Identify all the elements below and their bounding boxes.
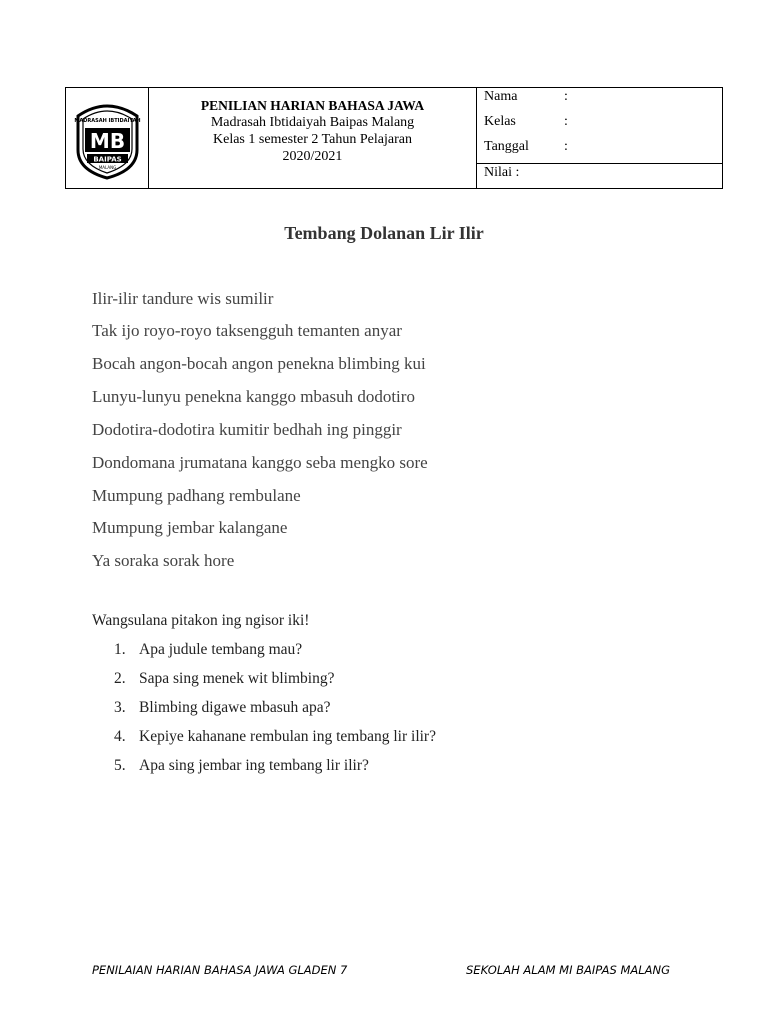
header-class-info: Kelas 1 semester 2 Tahun Pelajaran [213, 132, 412, 147]
logo-cell [66, 88, 149, 188]
field-kelas[interactable]: Kelas : [484, 114, 568, 129]
logo-top-text: MADRASAH IBTIDAIYAH [74, 118, 141, 124]
lyric-line: Ya soraka sorak hore [92, 551, 235, 570]
title-cell [149, 88, 477, 188]
question-instruction: Wangsulana pitakon ing ngisor iki! [92, 612, 310, 629]
question-item: 5. Apa sing jembar ing tembang lir ilir? [114, 757, 369, 774]
field-nama[interactable]: Nama : [484, 89, 568, 104]
logo-city-text: MALANG [98, 165, 117, 170]
lyric-line: Ilir-ilir tandure wis sumilir [92, 289, 274, 308]
school-logo-icon [66, 88, 149, 188]
lyric-line: Lunyu-lunyu penekna kanggo mbasuh dodotiro [92, 387, 415, 406]
question-item: 4. Kepiye kahanane rembulan ing tembang lir ilir? [114, 728, 436, 745]
field-tanggal[interactable]: Tanggal : [484, 139, 568, 154]
question-item: 3. Blimbing digawe mbasuh apa? [114, 699, 331, 716]
logo-initials: MB [89, 129, 126, 153]
field-nilai[interactable]: Nilai : [484, 165, 520, 180]
header-title: PENILIAN HARIAN BAHASA JAWA [200, 98, 425, 113]
logo-bottom-text: BAIPAS [93, 155, 122, 164]
footer-right: SEKOLAH ALAM MI BAIPAS MALANG [466, 963, 671, 977]
question-item: 2. Sapa sing menek wit blimbing? [114, 670, 335, 687]
header-year: 2020/2021 [282, 149, 343, 164]
header-school: Madrasah Ibtidaiyah Baipas Malang [210, 115, 415, 130]
lyric-line: Bocah angon-bocah angon penekna blimbing kui [92, 354, 426, 373]
lyric-line: Tak ijo royo-royo taksengguh temanten anyar [92, 321, 402, 340]
lyric-line: Mumpung jembar kalangane [92, 518, 288, 537]
lyric-line: Dondomana jrumatana kanggo seba mengko sore [92, 453, 428, 472]
question-item: 1. Apa judule tembang mau? [114, 641, 303, 658]
header-table [65, 87, 723, 189]
lyric-line: Dodotira-dodotira kumitir bedhah ing pinggir [92, 420, 402, 439]
song-title: Tembang Dolanan Lir Ilir [284, 223, 484, 243]
lyric-line: Mumpung padhang rembulane [92, 486, 301, 505]
student-info-cell [477, 88, 722, 188]
info-divider [477, 163, 722, 164]
footer-left: PENILAIAN HARIAN BAHASA JAWA GLADEN 7 [92, 963, 348, 977]
